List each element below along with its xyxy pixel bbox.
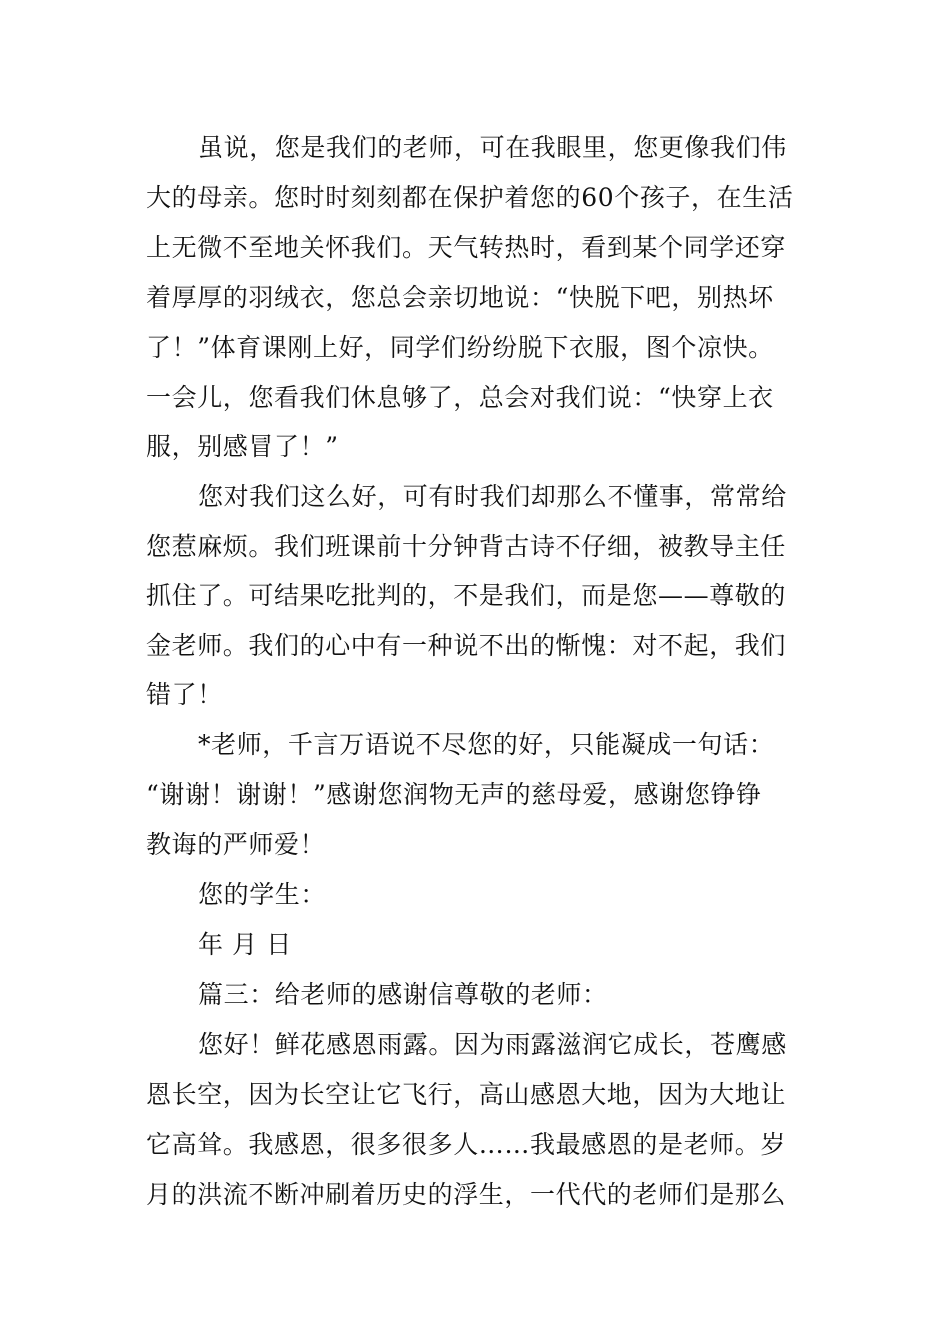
paragraph-3-line-3: 教诲的严师爱！: [146, 830, 326, 859]
paragraph-1-line-5: 了！”体育课刚上好，同学们纷纷脱下衣服，图个凉快。: [146, 333, 774, 362]
section-heading: 篇三：给老师的感谢信尊敬的老师：: [198, 980, 608, 1009]
paragraph-7-line-2: 恩长空，因为长空让它飞行，高山感恩大地，因为大地让: [146, 1080, 787, 1109]
paragraph-3-line-2: “谢谢！谢谢！”感谢您润物无声的慈母爱，感谢您铮铮: [146, 780, 762, 809]
signature-line: 您的学生：: [198, 880, 327, 909]
paragraph-1-line-7: 服，别感冒了！”: [146, 432, 339, 461]
paragraph-3-line-1: *老师，千言万语说不尽您的好，只能凝成一句话：: [198, 730, 775, 759]
paragraph-7-line-3: 它高耸。我感恩，很多很多人……我最感恩的是老师。岁: [146, 1130, 787, 1159]
paragraph-2-line-5: 错了！: [146, 680, 223, 709]
paragraph-2-line-3: 抓住了。可结果吃批判的，不是我们，而是您——尊敬的: [146, 581, 787, 610]
paragraph-1-line-6: 一会儿，您看我们休息够了，总会对我们说：“快穿上衣: [146, 383, 774, 412]
paragraph-1-line-4: 着厚厚的羽绒衣，您总会亲切地说：“快脱下吧，别热坏: [146, 283, 774, 312]
date-line: 年 月 日: [198, 930, 292, 959]
paragraph-1-line-2: 大的母亲。您时时刻刻都在保护着您的60个孩子，在生活: [146, 183, 794, 212]
paragraph-2-line-4: 金老师。我们的心中有一种说不出的惭愧：对不起，我们: [146, 631, 787, 660]
paragraph-2-line-1: 您对我们这么好，可有时我们却那么不懂事，常常给: [198, 482, 787, 511]
paragraph-1-line-3: 上无微不至地关怀我们。天气转热时，看到某个同学还穿: [146, 233, 787, 262]
paragraph-7-line-1: 您好！鲜花感恩雨露。因为雨露滋润它成长，苍鹰感: [198, 1030, 787, 1059]
paragraph-2-line-2: 您惹麻烦。我们班课前十分钟背古诗不仔细，被教导主任: [146, 532, 787, 561]
paragraph-1-line-1: 虽说，您是我们的老师，可在我眼里，您更像我们伟: [198, 133, 787, 162]
paragraph-7-line-4: 月的洪流不断冲刷着历史的浮生，一代代的老师们是那么: [146, 1180, 787, 1209]
